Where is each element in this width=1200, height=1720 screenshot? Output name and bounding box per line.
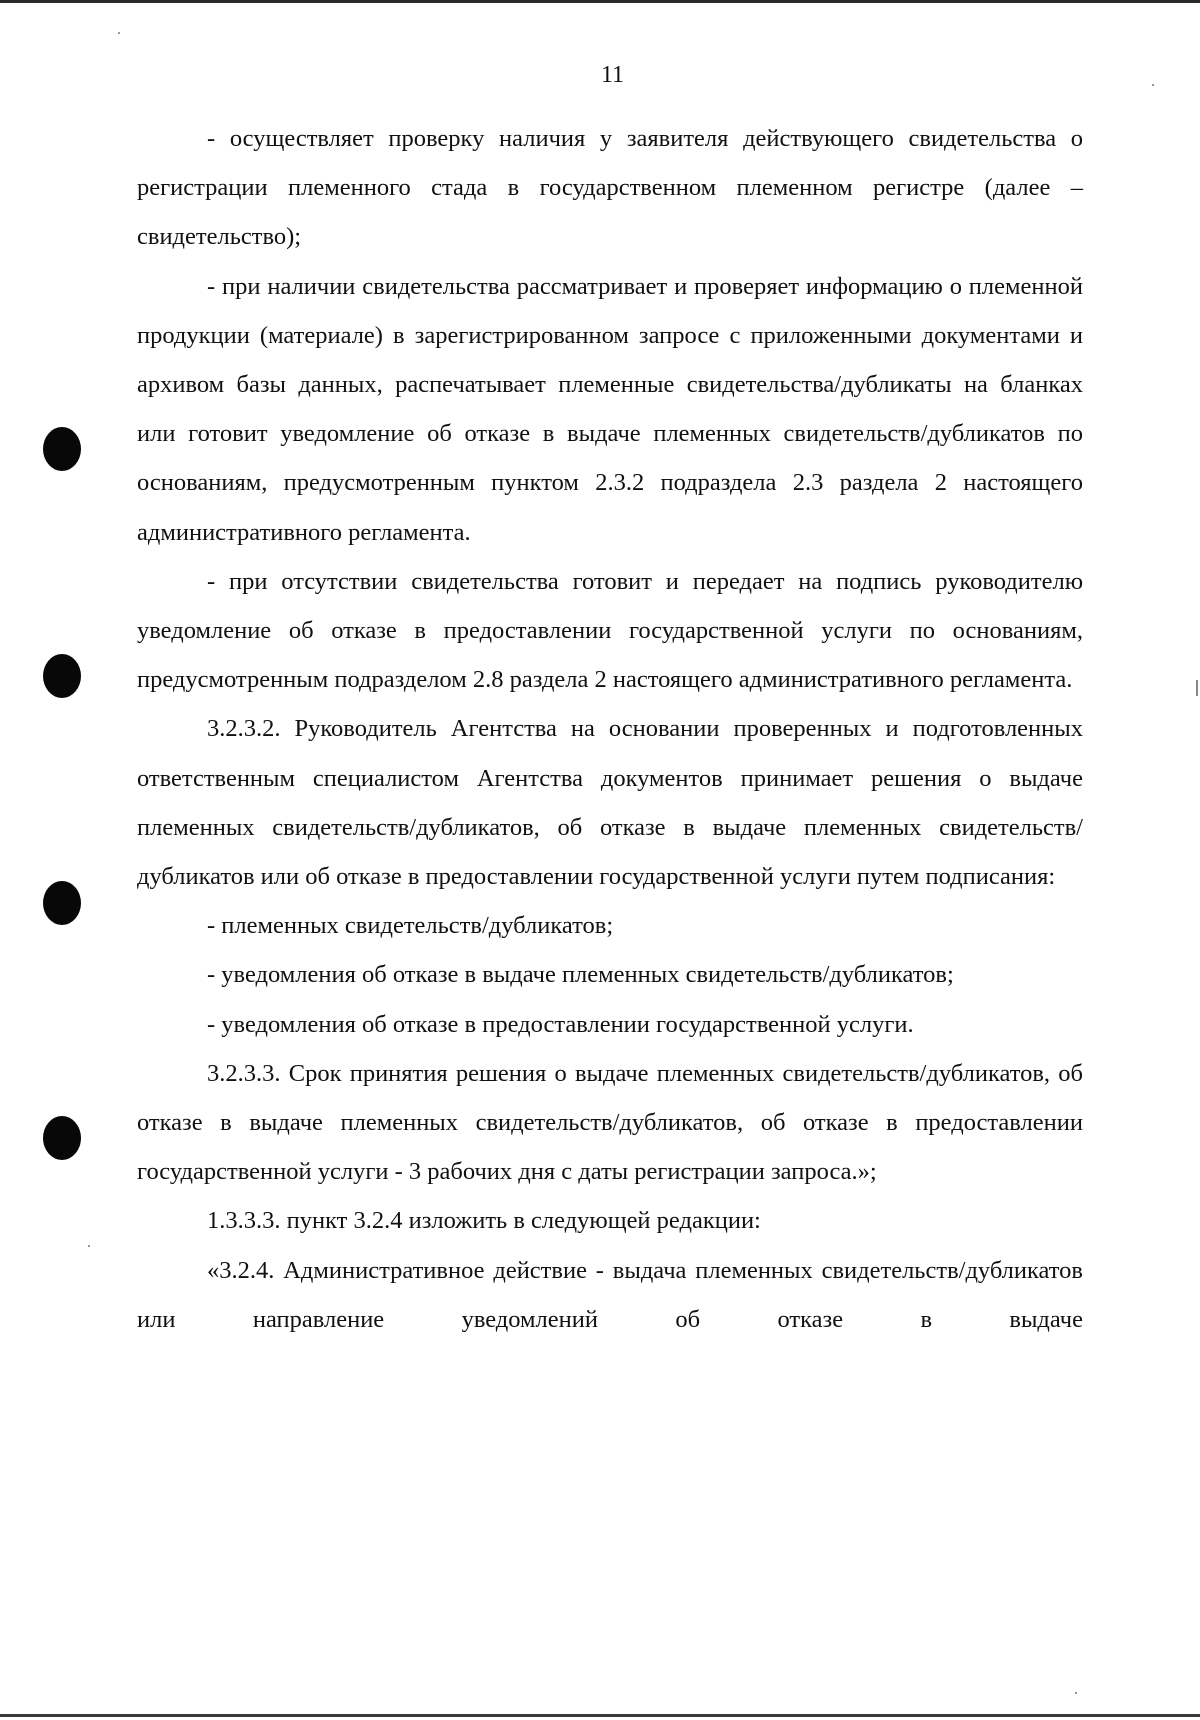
scan-speck xyxy=(88,1245,90,1247)
paragraph-1-3-3-3: 1.3.3.3. пункт 3.2.4 изложить в следующей редакции: xyxy=(207,1207,761,1235)
scan-speck xyxy=(118,32,120,34)
binder-hole xyxy=(43,881,81,925)
scan-edge-top xyxy=(0,0,1200,3)
paragraph-3-2-4: «3.2.4. Административное действие - выдача племенных свидетельств/дубликатов или направление уведомлений об отказе в выдаче xyxy=(137,1256,1083,1333)
document-body xyxy=(137,114,1083,1344)
paragraph-3-2-3-3: 3.2.3.3. Срок принятия решения о выдаче племенных свидетельств/дубликатов, об отказе в выдаче племенных свидетельств/дубликатов, об отказе в предоставлении государственной услуги - 3 рабочих дня с даты регистрации запроса.»; xyxy=(137,1059,1083,1186)
list-item-service-refusal-notice: - уведомления об отказе в предоставлении государственной услуги. xyxy=(207,1010,914,1038)
paragraph-check-certificate: - осуществляет проверку наличия у заявителя действующего свидетельства о регистрации племенного стада в государственном племенном регистре (далее – свидетельство); xyxy=(137,125,1083,251)
list-item-refusal-notice: - уведомления об отказе в выдаче племенных свидетельств/дубликатов; xyxy=(207,961,954,989)
scan-speck xyxy=(1075,1692,1077,1694)
page-number: 11 xyxy=(600,62,625,88)
paragraph-3-2-3-2: 3.2.3.2. Руководитель Агентства на основании проверенных и подготовленных ответственным специалистом Агентства документов принимает решения о выдаче племенных свидетельств/дубликатов, об отказе в выдаче племенных свидетельств/дубликатов или об отказе в предоставлении государственной услуги путем подписания: xyxy=(137,715,1083,891)
binder-hole xyxy=(43,654,81,698)
paragraph-if-certificate-present: - при наличии свидетельства рассматривает и проверяет информацию о племенной продукции (материале) в зарегистрированном запросе с приложенными документами и архивом базы данных, распечатывает племенные свидетельства/дубликаты на бланках или готовит уведомление об отказе в выдаче племенных свидетельств/дубликатов по основаниям, предусмотренным пунктом 2.3.2 подраздела 2.3 раздела 2 настоящего административного регламента. xyxy=(137,272,1083,546)
binder-hole xyxy=(43,1116,81,1160)
scan-edge-mark xyxy=(1196,680,1198,696)
list-item-certificates: - племенных свидетельств/дубликатов; xyxy=(207,912,614,940)
paragraph-if-certificate-absent: - при отсутствии свидетельства готовит и передает на подпись руководителю уведомление об отказе в предоставлении государственной услуги по основаниям, предусмотренным подразделом 2.8 раздела 2 настоящего административного регламента. xyxy=(137,567,1083,694)
binder-hole xyxy=(43,427,81,471)
scan-edge-bottom xyxy=(0,1714,1200,1717)
